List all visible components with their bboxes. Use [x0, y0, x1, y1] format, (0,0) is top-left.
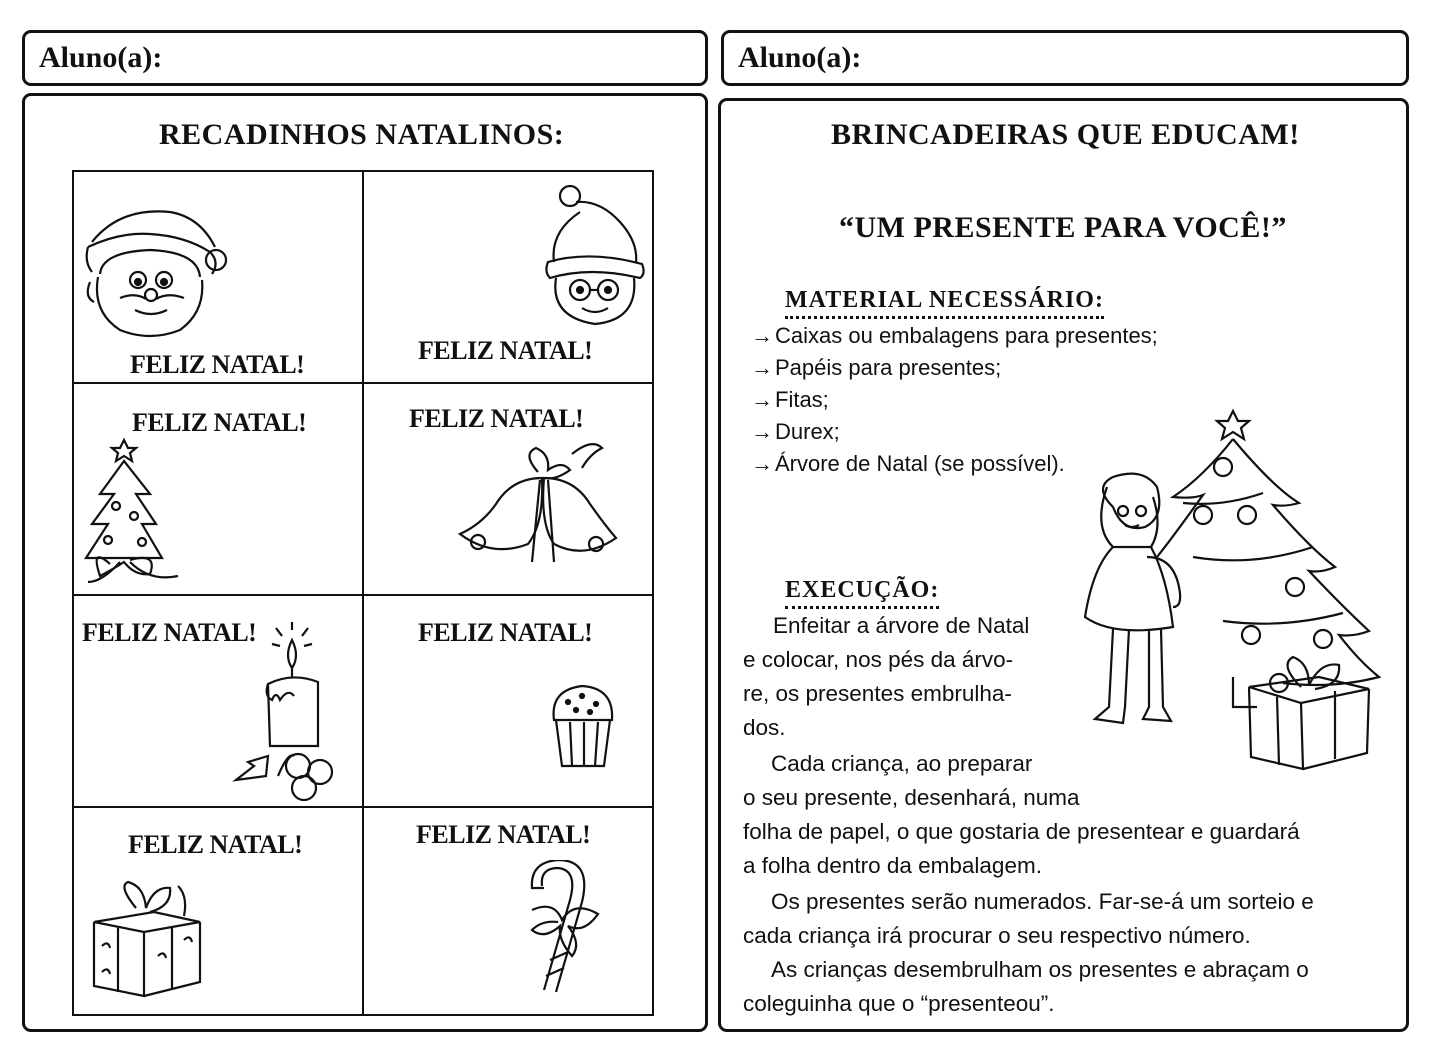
greeting-card: [74, 384, 364, 596]
greeting-card: [364, 172, 654, 384]
greeting-card: [74, 172, 364, 384]
execution-line: Os presentes serão numerados. Far-se-á um sorteio e: [771, 889, 1314, 914]
material-item: →Durex;: [751, 419, 840, 444]
student-label: Aluno(a):: [39, 41, 163, 74]
card-greeting: FELIZ NATAL!: [132, 408, 307, 437]
left-page-title: RECADINHOS NATALINOS:: [159, 118, 565, 151]
arrow-icon: →: [751, 355, 773, 380]
right-page-title: BRINCADEIRAS QUE EDUCAM!: [831, 118, 1300, 151]
arrow-icon: →: [751, 419, 773, 444]
card-greeting: FELIZ NATAL!: [409, 404, 584, 433]
arrow-icon: →: [751, 323, 773, 348]
arrow-icon: →: [751, 451, 773, 476]
student-label: Aluno(a):: [738, 41, 862, 74]
material-item: →Caixas ou embalagens para presentes;: [751, 323, 1158, 348]
execution-line: e colocar, nos pés da árvo-: [743, 647, 1014, 672]
christmas-tree-icon: [80, 436, 184, 586]
greeting-card: [74, 808, 364, 1016]
greeting-card: [364, 596, 654, 808]
execution-heading: EXECUÇÃO:: [785, 577, 939, 609]
execution-line: Cada criança, ao preparar: [771, 751, 1033, 776]
card-greeting: FELIZ NATAL!: [416, 820, 591, 849]
execution-line: cada criança irá procurar o seu respectivo número.: [743, 923, 1251, 948]
greeting-card-grid: [72, 170, 654, 1016]
execution-line: dos.: [743, 715, 786, 740]
candle-icon: [228, 616, 340, 804]
greeting-card: [74, 596, 364, 808]
card-greeting: FELIZ NATAL!: [128, 830, 303, 859]
student-name-box-left[interactable]: [22, 30, 708, 86]
right-panel: [718, 98, 1409, 1032]
material-item: →Papéis para presentes;: [751, 355, 1002, 380]
greeting-card: [364, 384, 654, 596]
execution-line: re, os presentes embrulha-: [743, 681, 1012, 706]
card-greeting: FELIZ NATAL!: [418, 336, 593, 365]
arrow-icon: →: [751, 387, 773, 412]
santa-claus-icon: [80, 202, 230, 342]
gift-box-icon: [88, 876, 208, 1000]
materials-heading: MATERIAL NECESSÁRIO:: [785, 287, 1104, 319]
execution-line: a folha dentro da embalagem.: [743, 853, 1042, 878]
bells-icon: [452, 434, 622, 562]
girl-decorating-tree-icon: [1073, 407, 1389, 777]
cupcake-icon: [548, 680, 618, 770]
card-greeting: FELIZ NATAL!: [82, 618, 257, 647]
execution-line: Enfeitar a árvore de Natal: [773, 613, 1030, 638]
candy-cane-icon: [524, 860, 604, 998]
execution-line: folha de papel, o que gostaria de presentear e guardará: [743, 819, 1300, 844]
material-item: →Árvore de Natal (se possível).: [751, 451, 1065, 476]
student-name-box-right[interactable]: [721, 30, 1409, 86]
activity-subtitle: “UM PRESENTE PARA VOCÊ!”: [839, 211, 1287, 244]
execution-line: o seu presente, desenhará, numa: [743, 785, 1080, 810]
card-greeting: FELIZ NATAL!: [418, 618, 593, 647]
material-item: →Fitas;: [751, 387, 829, 412]
greeting-card: [364, 808, 654, 1016]
card-greeting: FELIZ NATAL!: [130, 350, 305, 379]
mrs-claus-icon: [540, 182, 650, 332]
execution-line: coleguinha que o “presenteou”.: [743, 991, 1055, 1016]
execution-line: As crianças desembrulham os presentes e abraçam o: [771, 957, 1309, 982]
